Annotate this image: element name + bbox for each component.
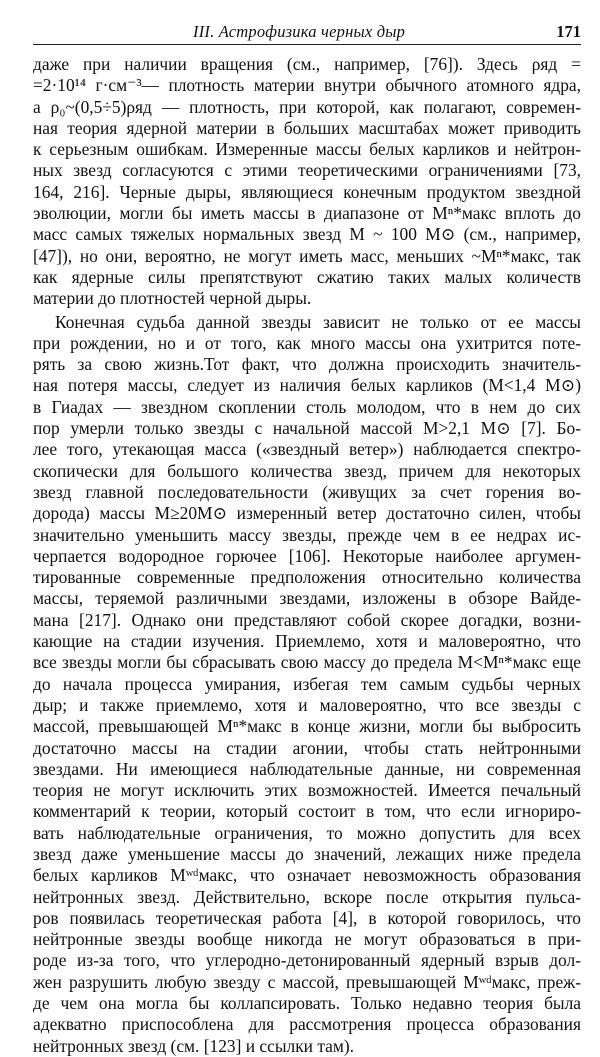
- text-line: пор умерли только звезды с начальной массой M>2,1 M⊙ [7]. Бо-: [33, 418, 581, 439]
- text-line: вать наблюдательные ограничения, то можно допустить для всех: [33, 822, 581, 843]
- text-line: 164, 216]. Черные дыры, являющиеся конечным продуктом звездной: [33, 181, 581, 202]
- text-line: кающие на стадии изучения. Приемлемо, хотя и маловероятно, что: [33, 631, 581, 652]
- text-line: звезд главной последовательности (живущих за счет горения во-: [33, 481, 581, 502]
- text-line: ров появилась теоретическая работа [4], в которой говорилось, что: [33, 907, 581, 928]
- text-line: в Гиадах — звездном скоплении столь молодом, что в нем до сих: [33, 396, 581, 417]
- text-line: нейтронных звезд (см. [123] и ссылки там).: [33, 1035, 354, 1056]
- text-line: все звезды могли бы сбрасывать свою массу до предела M<Mⁿ*макс еще: [33, 652, 581, 673]
- text-line: тированные современные предположения относительно количества: [33, 567, 581, 588]
- page-number: 171: [556, 22, 581, 41]
- text-line: до начала процесса умирания, избегая тем самым судьбы черных: [33, 673, 581, 694]
- text-line: скопически для большого количества звезд, причем для некоторых: [33, 460, 581, 481]
- text-line: Конечная судьба данной звезды зависит не только от ее массы: [55, 311, 581, 332]
- text-line: массы, теряемой различными звездами, изложены в обзоре Вайде-: [33, 588, 581, 609]
- text-line: звезд даже уменьшение массы до значений, лежащих ниже предела: [33, 843, 581, 864]
- text-line: материи до плотностей черной дыры.: [33, 288, 312, 309]
- running-header: [33, 22, 581, 45]
- text-line: рять за свою жизнь.Тот факт, что должна происходить значитель-: [33, 354, 581, 375]
- text-line: ных звезд согласуются с этими теоретическими ограничениями [73,: [33, 160, 581, 181]
- text-line: теория не могут исключить этих возможностей. Имеется печальный: [33, 780, 581, 801]
- text-line: звездами. Ни имеющиеся наблюдательные данные, ни современная: [33, 758, 581, 779]
- text-line: как ядерные силы препятствуют сжатию таких малых количеств: [33, 266, 581, 287]
- book-page: [33, 22, 581, 1057]
- text-line: при рождении, но и от того, как много массы она ухитрится поте-: [33, 332, 581, 353]
- text-line: =2·10¹⁴ г·см⁻³— плотность материи внутри обычного атомного ядра,: [33, 75, 581, 96]
- text-line: жен разрушить любую звезду с массой, превышающей Mʷᵈмакс, преж-: [33, 971, 581, 992]
- text-line: де чем она могла бы коллапсировать. Только недавно теория была: [33, 993, 581, 1014]
- text-line: нейтронных звезд. Действительно, вскоре после открытия пульса-: [33, 886, 581, 907]
- text-line: [47]), но они, вероятно, не могут иметь масс, меньших ~Mⁿ*макс, так: [33, 245, 581, 266]
- text-line: мана [217]. Однако они представляют собой скорее догадки, возни-: [33, 609, 581, 630]
- text-line: лее того, утекающая масса («звездный ветер») наблюдается спектро-: [33, 439, 581, 460]
- text-line: комментарий к теории, который состоит в том, что если игнориро-: [33, 801, 581, 822]
- body-text: [33, 54, 581, 1057]
- text-line: нейтронные звезды вообще никогда не могут образоваться в при-: [33, 929, 581, 950]
- text-line: значительно уменьшить массу звезды, прежде чем в ее недрах ис-: [33, 524, 581, 545]
- text-line: масс самых тяжелых нормальных звезд M ~ 100 M⊙ (см., например,: [33, 224, 581, 245]
- text-line: белых карликов Mʷᵈмакс, что означает невозможность образования: [33, 865, 581, 886]
- text-line: к серьезным ошибкам. Измеренные массы белых карликов и нейтрон-: [33, 139, 581, 160]
- text-line: эволюции, могли бы иметь массы в диапазоне от Mⁿ*макс вплоть до: [33, 203, 581, 224]
- text-line: адекватно приспособлена для рассмотрения процесса образования: [33, 1014, 581, 1035]
- text-line: даже при наличии вращения (см., например, [76]). Здесь ρяд =: [33, 54, 581, 74]
- paragraph-1: [33, 54, 581, 310]
- text-line: а ρ₀~(0,5÷5)ρяд — плотность, при которой, как полагают, современ-: [33, 96, 581, 117]
- text-line: дорода) массы M≥20M⊙ измеренный ветер достаточно силен, чтобы: [33, 503, 581, 524]
- text-line: роде из-за того, что углеродно-детонированный ядерный взрыв дол-: [33, 950, 581, 971]
- chapter-title: III. Астрофизика черных дыр: [193, 22, 406, 41]
- text-line: черпается водородное горючее [106]. Некоторые наиболее аргумен-: [33, 545, 581, 566]
- text-line: ная потеря массы, следует из наличия белых карликов (M<1,4 M⊙): [33, 375, 581, 396]
- text-line: достаточно массы на стадии агонии, чтобы стать нейтронными: [33, 737, 581, 758]
- text-line: ная теория ядерной материи в больших масштабах может приводить: [33, 117, 581, 138]
- text-line: дыр; и также приемлемо, хотя и маловероятно, что все звезды с: [33, 694, 581, 715]
- paragraph-2: [33, 312, 581, 1057]
- text-line: массой, превышающей Mⁿ*макс в конце жизни, могли бы выбросить: [33, 716, 581, 737]
